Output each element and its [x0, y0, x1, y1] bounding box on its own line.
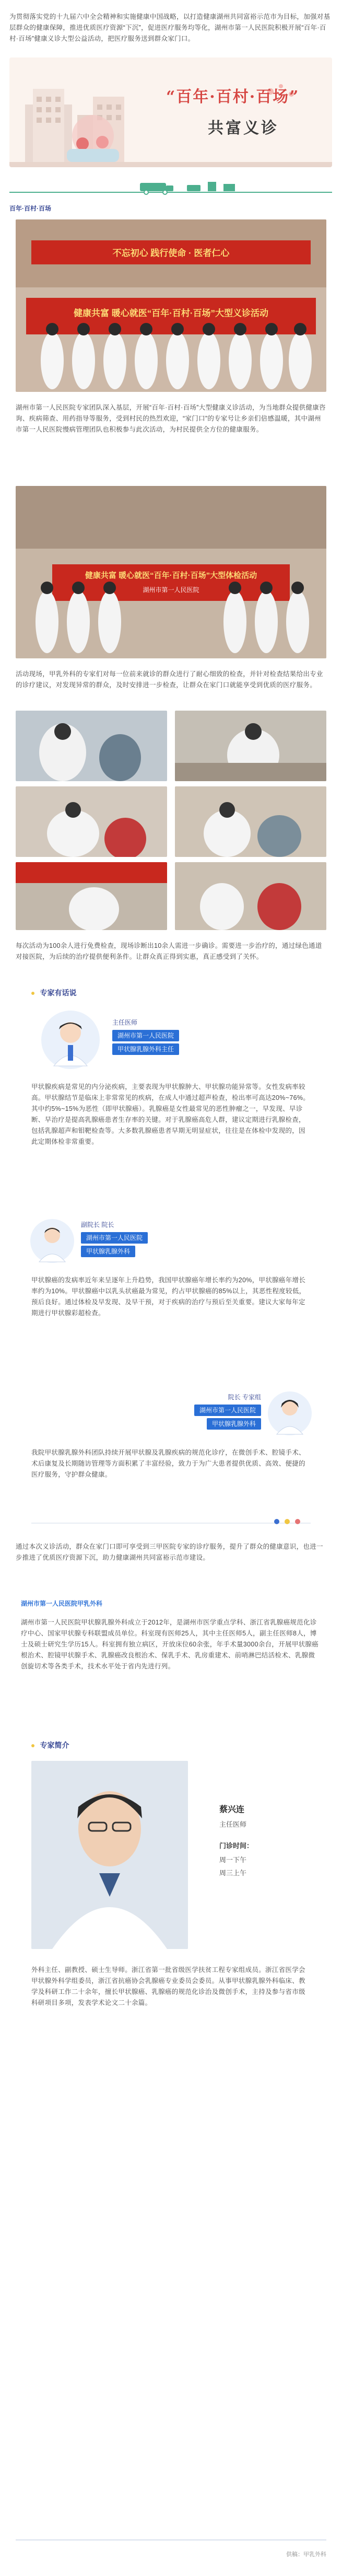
footer-source: 供稿：甲乳外科	[286, 2551, 326, 2558]
expert3-text: 我院甲状腺乳腺外科团队持续开展甲状腺及乳腺疾病的规范化诊疗，在微创手术、腔镜手术、术后康复及长期随访管理等方面积累了丰富经验，致力于为广大患者提供优质、高效、便捷的医疗服务，守护群众健康。	[31, 1449, 305, 1478]
expert1-info	[112, 1018, 179, 1055]
grid-photo-2	[175, 711, 326, 781]
experts-summary-block	[16, 1541, 326, 1563]
section1-paragraph-3	[16, 941, 326, 962]
expert-bio-block	[31, 1965, 311, 2009]
clinic-label: 门诊时间：	[219, 1842, 254, 1850]
section-tag-label: 百年·百村·百场	[9, 205, 51, 212]
expert-bio: 外科主任、副教授、硕士生导师。浙江省第一批省级医学扶贫工程专家组成员。浙江省医学会甲状腺外科学组委员，浙江省抗癌协会乳腺癌专业委员会委员。从事甲状腺乳腺外科临床、教学及科研工作二十余年，擅长甲状腺癌、乳腺癌的规范化诊治及微创手术，主持及参与省市级科研项目多项，发表学术论文二十余篇。	[31, 1966, 305, 2006]
grid-photo-6	[175, 862, 326, 930]
dept-intro-tag	[21, 1599, 102, 1608]
intro-text-block	[9, 11, 332, 44]
grid-photo-3	[16, 786, 167, 857]
expert1-avatar	[39, 1008, 102, 1071]
expert3-info	[178, 1393, 261, 1430]
expert3-avatar	[266, 1390, 313, 1437]
grid-photo-1	[16, 711, 167, 781]
expert1-text: 甲状腺疾病是常见的内分泌疾病，主要表现为甲状腺肿大、甲状腺功能异常等。女性发病率较高。甲状腺结节是临床上非常常见的疾病，在成人中通过超声检查，检出率可高达20%~76%。其中约5%~15%为恶性（即甲状腺癌）。乳腺癌是女性最常见的恶性肿瘤之一，早发现、早诊断、早治疗是提高乳腺癌患者生存率的关键。对于乳腺癌高危人群，建议定期进行乳腺检查，包括乳腺超声和钼靶检查等。大多数乳腺癌患者早期无明显症状，往往是在体检中发现的，因此定期体检非常重要。	[31, 1083, 310, 1145]
intro-paragraph: 为贯彻落实党的十九届六中全会精神和实施健康中国战略，以打造健康湖州共同富裕示范市为目标，加强对基层群众的健康保障，推进优质医疗资源“下沉”，促进医疗服务均等化，湖州市第一人民医院积极开展“百年·百村·百场”健康义诊大型公益活动，把医疗服务送到群众家门口。	[9, 13, 331, 42]
expert-profile-info	[219, 1803, 324, 1877]
photo1-banner-top: 不忘初心 践行使命 · 医者仁心	[112, 248, 230, 258]
expert3-org-badge: 湖州市第一人民医院	[194, 1405, 261, 1416]
expert2-avatar	[29, 1217, 76, 1264]
dept-intro-text: 湖州市第一人民医院甲状腺乳腺外科成立于2012年，是湖州市医学重点学科、浙江省乳腺癌规范化诊疗中心、国家甲状腺专科联盟成员单位。科室现有医师25人，其中主任医师5人，副主任医师8人，博士及硕士研究生学历15人。科室拥有独立病区，开放床位60余张，年手术量3000余台，开展甲状腺癌根治术、腔镜甲状腺手术、乳腺癌改良根治术、保乳手术、乳房重建术、前哨淋巴结活检术、乳腺微创旋切术等各类手术，技术水平处于省内先进行列。	[21, 1619, 319, 1670]
banner-subtitle: 共富义诊	[208, 119, 279, 137]
expert-title-line: 主任医师	[219, 1820, 247, 1828]
experts-talk-header	[31, 988, 76, 998]
experts-talk-title: 专家有话说	[40, 989, 77, 997]
clinic-day-2: 周三上午	[219, 1869, 247, 1877]
section1-para3: 每次活动为100余人进行免费检查，现场诊断出10余人需进一步确诊。需要进一步治疗的，通过绿色通道对接医院，为后续的治疗提供便利条件。让群众真正得到实惠，真正感受到了关怀。	[16, 942, 322, 960]
section1-paragraph-2	[16, 669, 326, 691]
expert2-role: 副院长 院长	[81, 1221, 114, 1228]
banner-title: “百年·百村·百场”	[166, 88, 300, 106]
dept-intro-tag-label: 湖州市第一人民医院甲乳外科	[21, 1600, 103, 1607]
photo2-banner: 健康共富 暖心就医“百年·百村·百场”大型体检活动	[85, 571, 257, 580]
section1-para2: 活动现场，甲乳外科的专家们对每一位前来就诊的群众进行了耐心细致的检查，并针对检查结果给出专业的诊疗建议，对发现异常的群众，及时安排进一步检查，让群众在家门口就能享受到优质的医疗服务。	[16, 670, 323, 689]
grid-photo-4	[175, 786, 326, 857]
ambulance-divider	[9, 177, 332, 198]
grid-photo-5	[16, 862, 167, 930]
expert3-dept-badge: 甲状腺乳腺外科	[207, 1418, 261, 1430]
expert-name: 蔡兴连	[219, 1805, 245, 1814]
event-photo-group-2	[16, 486, 326, 658]
expert3-role: 院长 专家组	[228, 1394, 261, 1401]
expert1-text-block	[31, 1082, 311, 1147]
expert1-dept-badge: 甲状腺乳腺外科主任	[112, 1043, 179, 1055]
expert1-org-badge: 湖州市第一人民医院	[112, 1030, 179, 1041]
expert2-text-block	[31, 1275, 311, 1319]
dept-intro-block	[21, 1617, 321, 1672]
expert-profile-title: 专家简介	[40, 1741, 69, 1749]
photo2-sub: 湖州市第一人民医院	[143, 586, 199, 594]
event-photo-group	[16, 219, 326, 392]
profile-bullet-dot	[31, 1744, 34, 1747]
bottom-divider	[16, 2539, 326, 2540]
intro-illustration	[9, 57, 332, 167]
expert-portrait	[31, 1761, 188, 1949]
section1-para1: 湖州市第一人民医院专家团队深入基层，开展“百年·百村·百场”大型健康义诊活动，为当地群众提供健康咨询、疾病筛查、用药指导等服务，受到村民的热烈欢迎，“家门口”的专家号让乡亲们倍感温暖，其中湖州市第一人民医院慢病管理团队也积极参与此次活动，为村民提供全方位的健康服务。	[16, 404, 326, 433]
bullet-dot	[31, 992, 34, 995]
expert2-org-badge: 湖州市第一人民医院	[81, 1232, 148, 1244]
photo-grid	[16, 711, 326, 930]
expert3-text-block	[31, 1447, 311, 1480]
section1-paragraph-1	[16, 402, 326, 435]
expert2-text: 甲状腺癌的发病率近年来呈逐年上升趋势，我国甲状腺癌年增长率约为20%，甲状腺癌年增长率约为10%。甲状腺癌中以乳头状癌最为常见，约占甲状腺癌的85%以上，其恶性程度较低，预后良好。通过体检及早发现、及早干预，对于疾病的治疗与预后至关重要。建议大家每年定期进行甲状腺彩超检查。	[31, 1277, 306, 1317]
expert1-role: 主任医师	[112, 1019, 138, 1026]
expert2-dept-badge: 甲状腺乳腺外科	[81, 1246, 135, 1257]
experts-divider	[31, 1515, 311, 1531]
expert2-info	[81, 1220, 148, 1257]
section-tag	[9, 204, 51, 213]
expert-profile-header	[31, 1740, 69, 1750]
photo1-banner-bottom: 健康共富 暖心就医“百年·百村·百场”大型义诊活动	[73, 308, 269, 318]
experts-summary: 通过本次义诊活动，群众在家门口即可享受到三甲医院专家的诊疗服务，提升了群众的健康意识，也进一步推进了优质医疗资源下沉，助力健康湖州共同富裕示范市建设。	[16, 1543, 323, 1561]
clinic-day-1: 周一下午	[219, 1856, 247, 1864]
